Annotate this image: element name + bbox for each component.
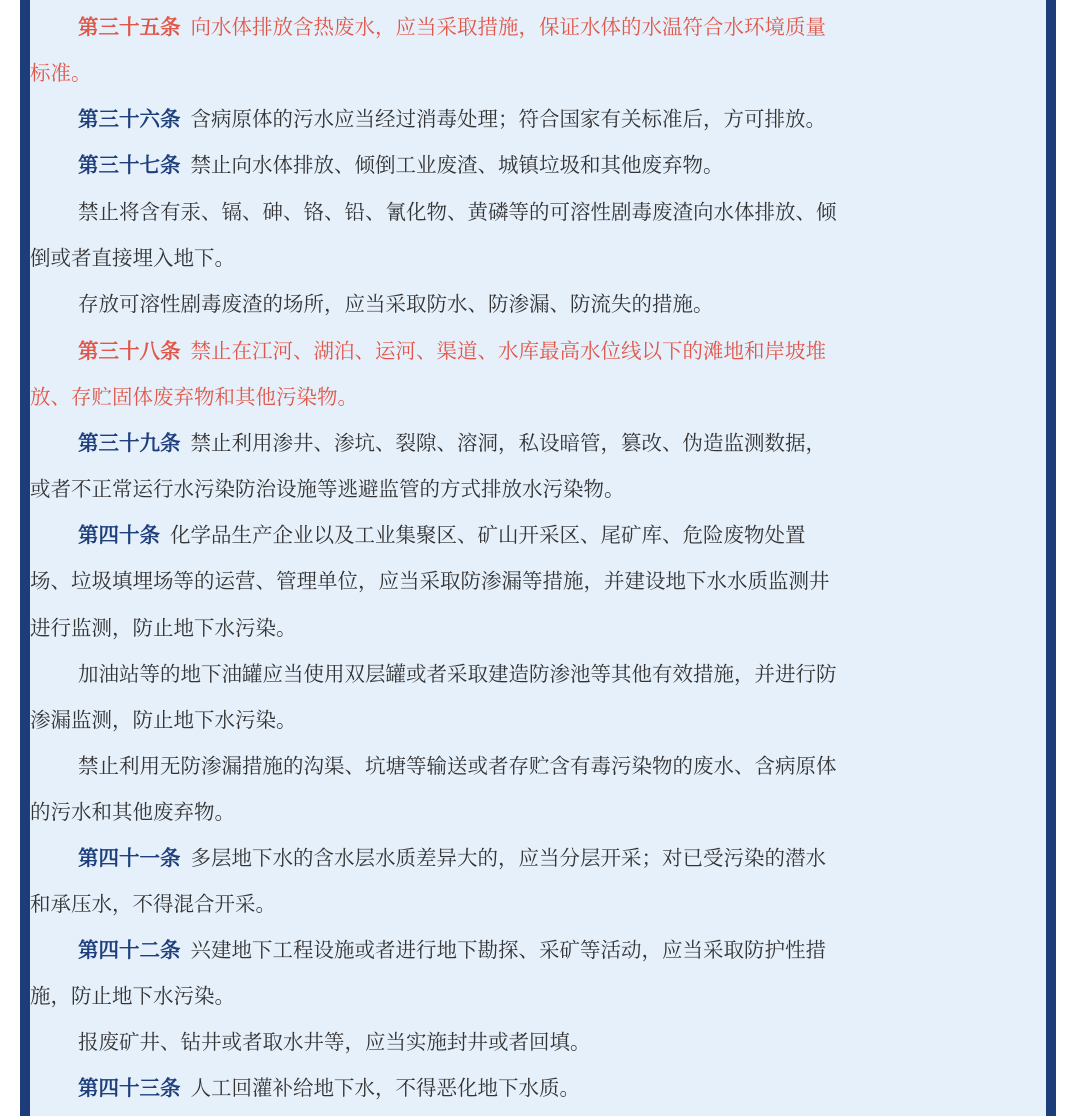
article-text: 禁止利用无防渗漏措施的沟渠、坑塘等输送或者存贮含有毒污染物的废水、含病原体: [78, 754, 837, 778]
article-number: 第四十二条: [78, 938, 181, 962]
article-text: 或者不正常运行水污染防治设施等逃避监管的方式排放水污染物。: [30, 477, 625, 501]
article-text: 禁止在江河、湖泊、运河、渠道、水库最高水位线以下的滩地和岸坡堆: [190, 339, 826, 363]
article-text: 向水体排放含热废水，应当采取措施，保证水体的水温符合水环境质量: [190, 15, 826, 39]
article-text: 禁止利用渗井、渗坑、裂隙、溶洞，私设暗管，篡改、伪造监测数据，: [190, 431, 826, 455]
article-text: 渗漏监测，防止地下水污染。: [30, 708, 297, 732]
article-text: 场、垃圾填埋场等的运营、管理单位，应当采取防渗漏等措施，并建设地下水水质监测井: [30, 569, 830, 593]
article-text: 施，防止地下水污染。: [30, 984, 235, 1008]
article-text: 标准。: [30, 61, 92, 85]
article-number: 第四十条: [78, 523, 160, 547]
article-text: 多层地下水的含水层水质差异大的，应当分层开采；对已受污染的潜水: [190, 846, 826, 870]
article-text: 存放可溶性剧毒废渣的场所，应当采取防水、防渗漏、防流失的措施。: [78, 292, 714, 316]
article-text: 化学品生产企业以及工业集聚区、矿山开采区、尾矿库、危险废物处置: [170, 523, 806, 547]
article-number: 第四十一条: [78, 846, 181, 870]
article-text: 和承压水，不得混合开采。: [30, 892, 276, 916]
article-text: 人工回灌补给地下水，不得恶化地下水质。: [190, 1076, 580, 1100]
article-text: 放、存贮固体废弃物和其他污染物。: [30, 385, 358, 409]
article-text: 禁止将含有汞、镉、砷、铬、铅、氰化物、黄磷等的可溶性剧毒废渣向水体排放、倾: [78, 200, 837, 224]
article-text: 倒或者直接埋入地下。: [30, 246, 235, 270]
article-text: 加油站等的地下油罐应当使用双层罐或者采取建造防渗池等其他有效措施，并进行防: [78, 662, 837, 686]
article-text: 禁止向水体排放、倾倒工业废渣、城镇垃圾和其他废弃物。: [190, 153, 724, 177]
article-number: 第三十六条: [78, 107, 181, 131]
article-number: 第三十七条: [78, 153, 181, 177]
article-text: 兴建地下工程设施或者进行地下勘探、采矿等活动，应当采取防护性措: [190, 938, 826, 962]
article-text: 报废矿井、钻井或者取水井等，应当实施封井或者回填。: [78, 1030, 591, 1054]
article-number: 第四十三条: [78, 1076, 181, 1100]
document-body: [30, 0, 1046, 1116]
article-text: 含病原体的污水应当经过消毒处理；符合国家有关标准后，方可排放。: [190, 107, 826, 131]
article-text: 的污水和其他废弃物。: [30, 800, 235, 824]
article-number: 第三十九条: [78, 431, 181, 455]
article-number: 第三十八条: [78, 339, 181, 363]
article-text: 进行监测，防止地下水污染。: [30, 616, 297, 640]
article-number: 第三十五条: [78, 15, 181, 39]
